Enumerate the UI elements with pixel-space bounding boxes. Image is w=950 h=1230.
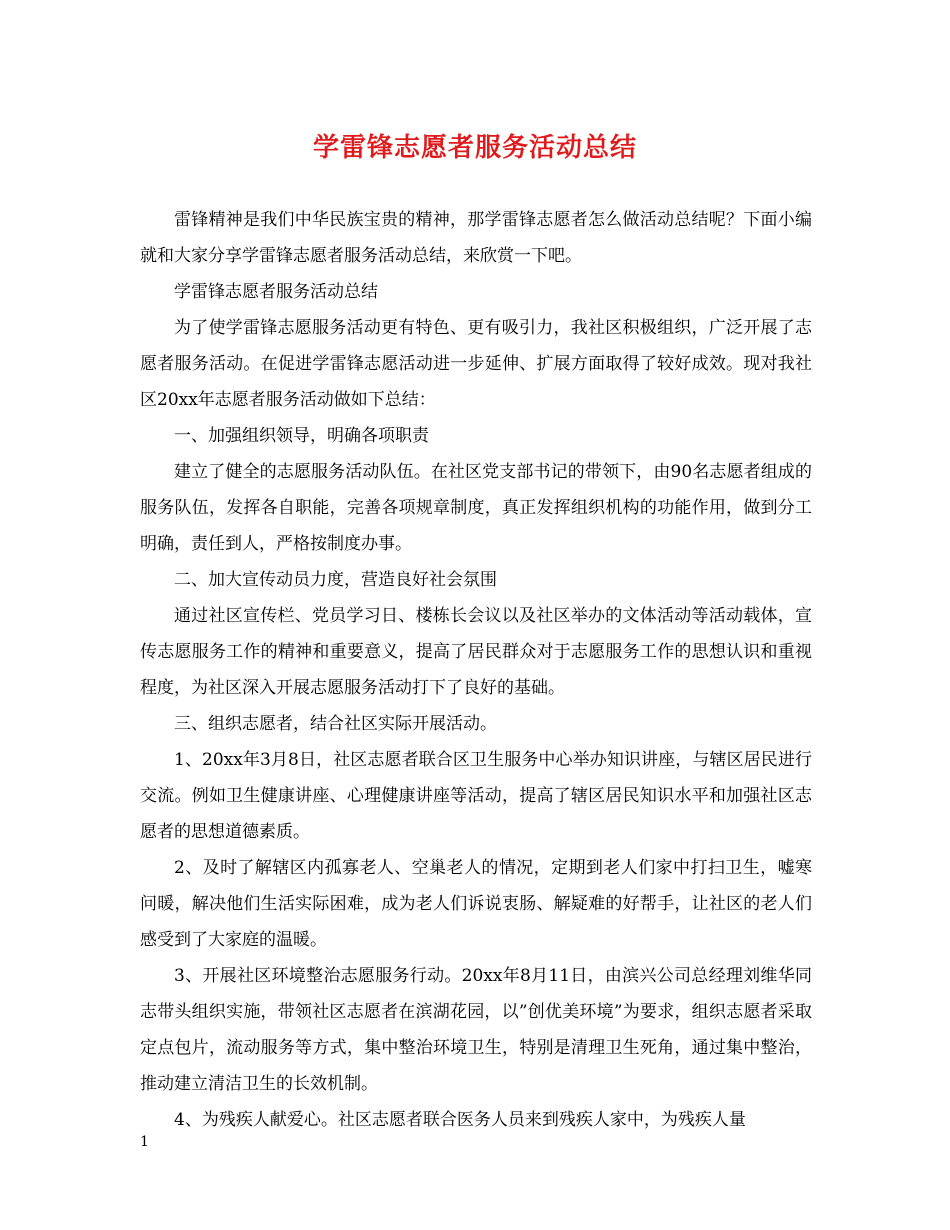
list-item-4: 4、为残疾人献爱心。社区志愿者联合医务人员来到残疾人家中，为残疾人量 [174,1110,746,1130]
paragraph-overview: 为了使学雷锋志愿服务活动更有特色、更有吸引力，我社区积极组织，广泛开展了志愿者服务活动。在促进学雷锋志愿活动进一步延伸、扩展方面取得了较好成效。现对我社区20xx年志愿者服务活动做如下总结： [140,318,812,410]
paragraph-intro: 雷锋精神是我们中华民族宝贵的精神，那学雷锋志愿者怎么做活动总结呢？下面小编就和大家分享学雷锋志愿者服务活动总结，来欣赏一下吧。 [140,210,812,266]
list-item-1: 1、20xx年3月8日，社区志愿者联合区卫生服务中心举办知识讲座，与辖区居民进行交流。例如卫生健康讲座、心理健康讲座等活动，提高了辖区居民知识水平和加强社区志愿者的思想道德素质。 [140,750,812,842]
section-heading-3: 三、组织志愿者，结合社区实际开展活动。 [174,714,497,734]
document-body [140,202,812,1138]
paragraph-subtitle: 学雷锋志愿者服务活动总结 [174,282,378,302]
document-title: 学雷锋志愿者服务活动总结 [312,133,637,163]
section-heading-1: 一、加强组织领导，明确各项职责 [174,426,429,446]
page-number: 1 [140,1134,149,1150]
paragraph-section-2: 通过社区宣传栏、党员学习日、楼栋长会议以及社区举办的文体活动等活动载体，宣传志愿服务工作的精神和重要意义，提高了居民群众对于志愿服务工作的思想认识和重视程度，为社区深入开展志愿服务活动打下了良好的基础。 [140,606,812,698]
paragraph-section-1: 建立了健全的志愿服务活动队伍。在社区党支部书记的带领下，由90名志愿者组成的服务队伍，发挥各自职能，完善各项规章制度，真正发挥组织机构的功能作用，做到分工明确，责任到人，严格按制度办事。 [140,462,812,554]
list-item-3: 3、开展社区环境整治志愿服务行动。20xx年8月11日，由滨兴公司总经理刘维华同志带头组织实施，带领社区志愿者在滨湖花园，以”创优美环境”为要求，组织志愿者采取定点包片，流动服务等方式，集中整治环境卫生，特别是清理卫生死角，通过集中整治，推动建立清洁卫生的长效机制。 [140,966,812,1094]
section-heading-2: 二、加大宣传动员力度，营造良好社会氛围 [174,570,497,590]
list-item-2: 2、及时了解辖区内孤寡老人、空巢老人的情况，定期到老人们家中打扫卫生，嘘寒问暖，解决他们生活实际困难，成为老人们诉说衷肠、解疑难的好帮手，让社区的老人们感受到了大家庭的温暖。 [140,858,812,950]
